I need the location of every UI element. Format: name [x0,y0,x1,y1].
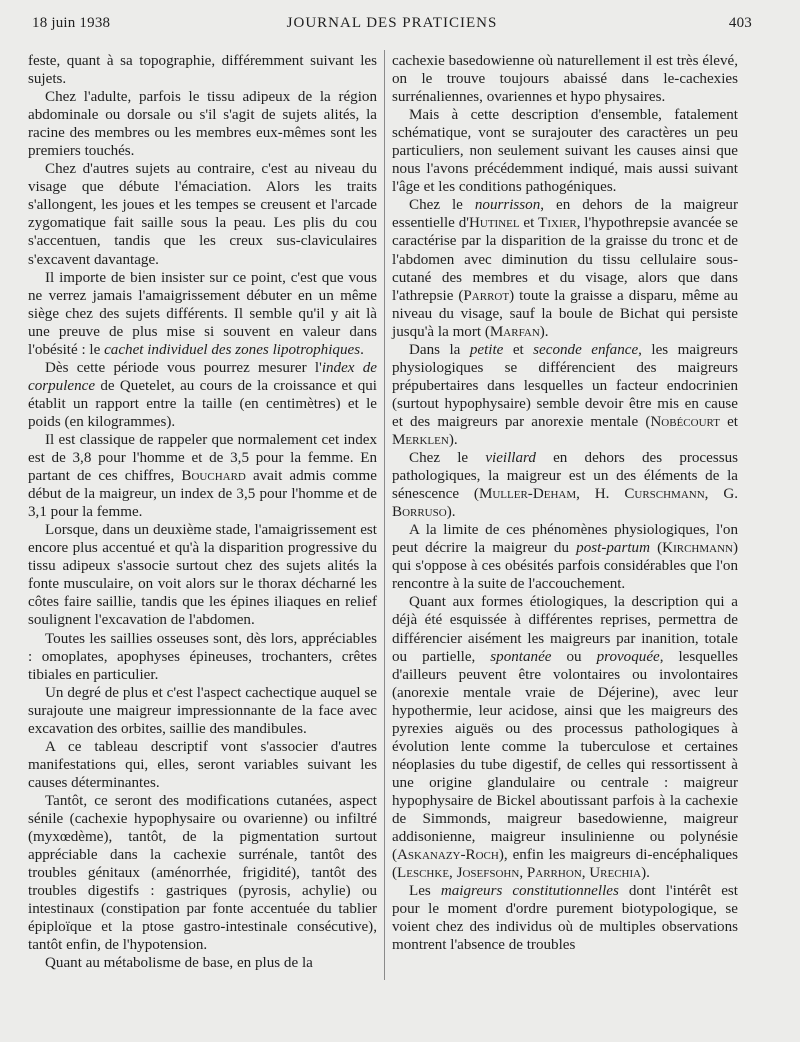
text-run: Askanazy-Roch [397,847,499,864]
text-run: ). [446,504,456,521]
text-run: de Quetelet, au cours de la croissance et qui établit un rapport entre la taille (en centimètres) et le poids (en kilogrammes). [28,377,377,430]
text-run: Parrot [463,287,510,304]
text-run: Bouchard [181,468,246,485]
paragraph [28,431,377,521]
text-run: ). [539,323,549,340]
text-run: Nobécourt [650,413,720,430]
text-run: Mais à cette description d'ensemble, fatalement schématique, vont se surajouter des caractères un peu particuliers, non seulement suivant les causes ainsi que nous l'avons précédemment indiqué, mais aussi suivant l'âge et les conditions pathogéniques. [392,107,738,196]
paragraph [392,449,738,521]
paragraph [28,684,377,738]
text-run: Toutes les saillies osseuses sont, dès lors, appréciables : omoplates, apophyses épineuses, trochanters, crêtes tibiales en particulier. [28,630,377,683]
header-date: 18 juin 1938 [32,15,111,31]
paragraph [28,954,377,972]
text-run: Josefsohn [456,865,520,882]
paragraph [28,269,377,359]
text-run: et [503,341,534,358]
text-run: ( [649,540,663,557]
text-run: feste, quant à sa topographie, différemment suivant les sujets. [28,53,377,88]
text-run: Marfan [489,323,540,340]
text-run: Hutinel [468,215,520,232]
paragraph [28,160,377,268]
text-run: Dans la [409,341,470,358]
paragraph [28,630,377,684]
text-run: Urechia [589,865,642,882]
text-run: ) toute la graisse a disparu, même au niveau du visage, sauf la boule de Bichat qui persiste jusqu'à la mort ( [392,287,738,340]
paragraph [392,882,738,954]
text-run: Tantôt, ce seront des modifications cutanées, aspect sénile (cachexie hypophysaire ou ovarienne) ou infiltré (myxœdème), tantôt, de la pigmentation surtout appréciable dans la cachexie surrénale, tantôt des troubles génitaux (aménorrhée, frigidité), tantôt des troubles digestifs : gastriques (pyrosis, achylie) ou intestinaux (constipation par fonte accentuée du tablier épiploïque et la ptose gastro-intestinale consécutive), tantôt enfin, de l'hypotension. [28,792,377,954]
paragraph [392,52,738,106]
page-number: 403 [728,15,752,31]
paragraph [392,196,738,340]
text-run: spontanée [490,648,552,665]
paragraph [28,359,377,431]
text-run: Chez l'adulte, parfois le tissu adipeux de la région abdominale ou dorsale ou s'il s'agit de sujets alités, la racine des membres ou les membres eux-mêmes sont les premiers touchés. [28,89,377,160]
text-run: Tixier [538,215,577,232]
text-run: Il est classique de rappeler que normalement cet index est de 3,8 pour l'homme et de 3,5 pour la femme. En partant de ces chiffres, [28,431,377,485]
journal-title: JOURNAL DES PRATICIENS [286,15,498,31]
text-run: index de corpulence [28,359,377,394]
text-run: maigreurs constitutionnelles [440,883,619,900]
text-run: , [581,865,590,882]
text-run: en dehors des processus pathologiques, la maigreur est un des éléments de la sénescence ( [392,450,739,503]
text-run: . [360,341,364,358]
text-run: post-partum [576,540,650,557]
text-run: et [519,215,539,232]
text-run: , H. [576,486,625,503]
text-run: Leschke [397,865,450,882]
paragraph [28,52,377,88]
paragraph [28,88,377,160]
text-run: , lesquelles d'ailleurs peuvent être volontaires ou involontaires (anorexie mentale vraie de Déjerine), avec leur hypothermie, leur acidose, ainsi que les maigreurs des pyrexies aiguës ou des processus pathologiques à évolution lente comme la tuberculose et certaines néoplasies du tube digestif, de celles qui ressortissent à une origine glandulaire ou centrale : maigreur hypophysaire de Bickel aboutissant parfois à la cachexie de Simmonds, maigreur basedowienne, maigreur addisonienne, maigreur insulinienne ou polynésie ( [392,648,739,864]
text-run: A ce tableau descriptif vont s'associer d'autres manifestations qui, elles, seront variables suivant les causes déterminantes. [28,738,377,791]
paragraph [392,106,738,196]
right-column [392,52,738,954]
text-run: Il importe de bien insister sur ce point, c'est que vous ne verrez jamais l'amaigrissement débuter en un même siège chez des sujets différents. Il semble qu'il y ait là une preuve de plus mise si souvent en valeur dans l'obésité : le [28,269,377,358]
text-run: seconde enfance [533,341,639,358]
text-run: , [519,865,527,882]
text-run: Quant aux formes étiologiques, la description qui a déjà été esquissée à différentes reprises, permettra de différencier aisément les maigreurs par inanition, totale ou partielle, [392,594,738,665]
text-run: , les maigreurs physiologiques se différencient des maigreurs prépubertaires dans lesquelles un facteur endocrinien (surtout hypophysaire) semble devoir être mis en cause et des maigreurs par anorexie mentale ( [392,341,738,430]
text-run: Chez d'autres sujets au contraire, c'est au niveau du visage que débute l'émaciation. Alors les traits s'allongent, les joues et les tempes se creusent et l'arcade zygomatique fait saille sous la peau. Les plis du cou s'accentuen, tandis que les creux sus-claviculaires s'excavent davantage. [28,161,377,268]
text-run: cachexie basedowienne où naturellement il est très élevé, on le trouve toujours abaissé dans le-cachexies surrénaliennes, ovariennes et hypo physaires. [392,53,738,106]
text-run: provoquée [596,648,660,665]
text-run: Dès cette période vous pourrez mesurer l' [45,359,322,376]
paragraph [392,593,738,882]
text-run: ), enfin les maigreurs di-encéphaliques ( [392,847,738,882]
paragraph [28,738,377,792]
paragraph [392,341,738,449]
text-run: A la limite de ces phénomènes physiologiques, l'on peut décrire la maigreur du [392,522,738,557]
left-column [28,52,377,972]
text-run: Quant au métabolisme de base, en plus de la [45,955,313,972]
text-run: vieillard [485,450,536,467]
text-run: ). [641,865,650,882]
text-run: nourrisson [474,197,541,214]
text-run: Chez le [409,450,486,467]
text-run: Borruso [392,504,447,521]
text-run: Un degré de plus et c'est l'aspect cachectique auquel se surajoute une maigreur impressionnante de la face avec excavation des orbites, saillie des mandibules. [28,684,377,737]
text-run: Muller-Deham [478,486,577,503]
column-divider [384,50,385,980]
text-run: avait admis comme début de la maigreur, un index de 3,5 pour l'homme et de 3,1 pour la femme. [28,468,377,521]
text-run: Merklen [392,431,449,448]
text-run: Kirchmann [662,540,733,557]
text-run: cachet individuel des zones lipotrophiques [104,341,361,358]
text-run: Chez le [409,197,475,214]
text-run: Les [409,883,441,900]
text-run: ). [448,431,458,448]
text-run: Lorsque, dans un deuxième stade, l'amaigrissement est encore plus accentué et qu'à la disparition progressive du tissu adipeux s'associe surtout chez des sujets alités la fonte musculaire, on voit alors sur le thorax décharné les côtes faire saillie, tandis que les épines iliaques en relief soulignent l'excavation de l'abdomen. [28,522,377,629]
text-run: , G. [704,486,738,503]
page-header [32,15,752,37]
paragraph [28,521,377,629]
text-run: ou [551,648,597,665]
text-run: dont l'intérêt est pour le moment d'ordre purement biotypologique, se voient chez des individus où de multiples observations montrent l'absence de troubles [392,883,738,954]
text-run: , en dehors de la maigreur essentielle d' [392,197,738,232]
paragraph [28,792,377,954]
text-run: ) qui s'oppose à ces obésités parfois considérables que l'on rencontre à la suite de l'accouchement. [392,540,738,593]
text-run: petite [469,341,504,358]
paragraph [392,521,738,593]
text-run: Parrhon [526,865,582,882]
text-run: , [449,865,457,882]
text-run: Curschmann [624,486,705,503]
text-run: , l'hypothrepsie avancée se caractérise par la disparition de la graisse du tronc et de l'abdomen avec diminution du tissu cellulaire sous-cutané des membres et du visage, alors que dans l'athrepsie ( [392,215,738,304]
text-run: et [719,413,738,430]
